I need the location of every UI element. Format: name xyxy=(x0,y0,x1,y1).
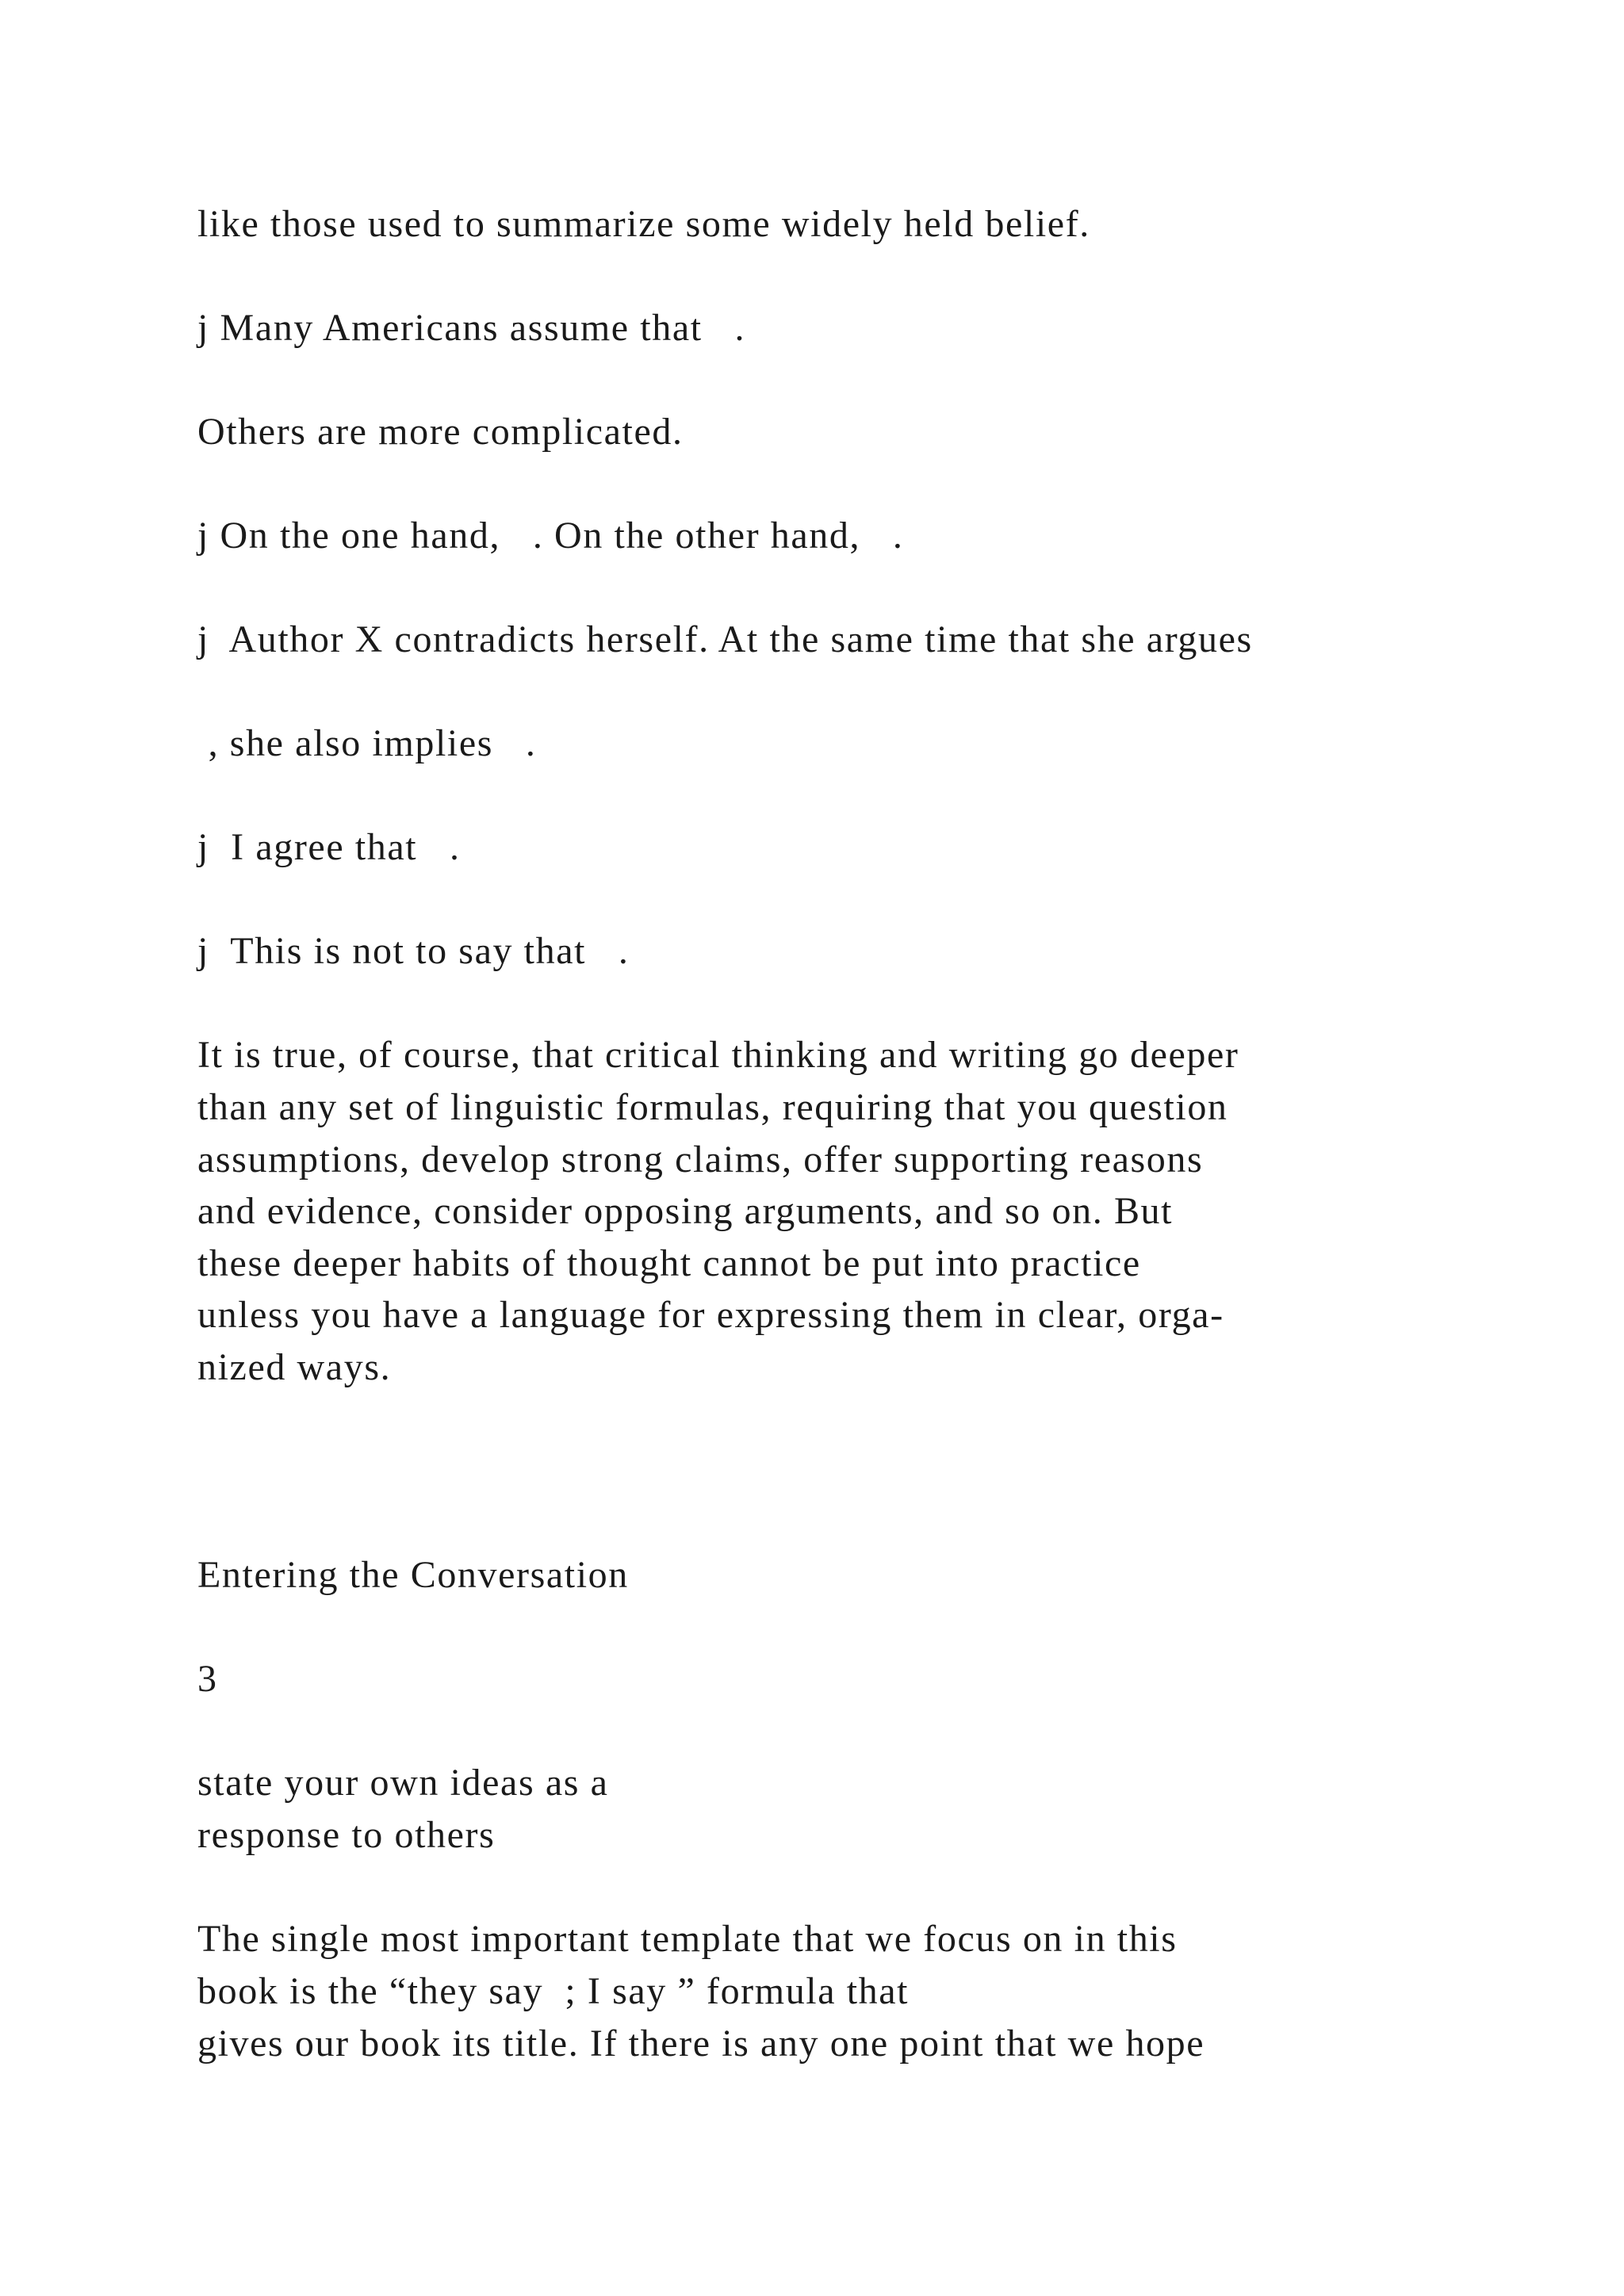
running-header: Entering the Conversation xyxy=(197,1554,629,1596)
paragraph-line: than any set of linguistic formulas, requiring that you question xyxy=(197,1086,1228,1128)
template-line: j This is not to say that . xyxy=(197,930,630,972)
template-line: j On the one hand, . On the other hand, . xyxy=(197,515,904,557)
template-line: j Author X contradicts herself. At the same time that she argues xyxy=(197,618,1253,660)
paragraph-line: gives our book its title. If there is any one point that we hope xyxy=(197,2022,1205,2064)
paragraph-line: The single most important template that we focus on in this xyxy=(197,1918,1178,1960)
paragraph-line: assumptions, develop strong claims, offer supporting reasons xyxy=(197,1138,1204,1181)
page-number: 3 xyxy=(197,1658,218,1700)
paragraph-line: It is true, of course, that critical thinking and writing go deeper xyxy=(197,1034,1239,1076)
margin-note-line: response to others xyxy=(197,1814,496,1856)
margin-note-line: state your own ideas as a xyxy=(197,1762,609,1804)
template-line: , she also implies . xyxy=(197,722,537,764)
text-line: Others are more complicated. xyxy=(197,411,684,453)
paragraph-line: unless you have a language for expressing them in clear, orga- xyxy=(197,1294,1224,1336)
text-line: like those used to summarize some widely held belief. xyxy=(197,203,1090,245)
template-line: j I agree that . xyxy=(197,826,461,868)
paragraph-line: and evidence, consider opposing arguments, and so on. But xyxy=(197,1190,1174,1232)
paragraph-line: book is the “they say ; I say ” formula that xyxy=(197,1970,910,2012)
paragraph-line: these deeper habits of thought cannot be put into practice xyxy=(197,1242,1141,1284)
paragraph-line: nized ways. xyxy=(197,1346,392,1388)
template-line: j Many Americans assume that . xyxy=(197,307,746,349)
